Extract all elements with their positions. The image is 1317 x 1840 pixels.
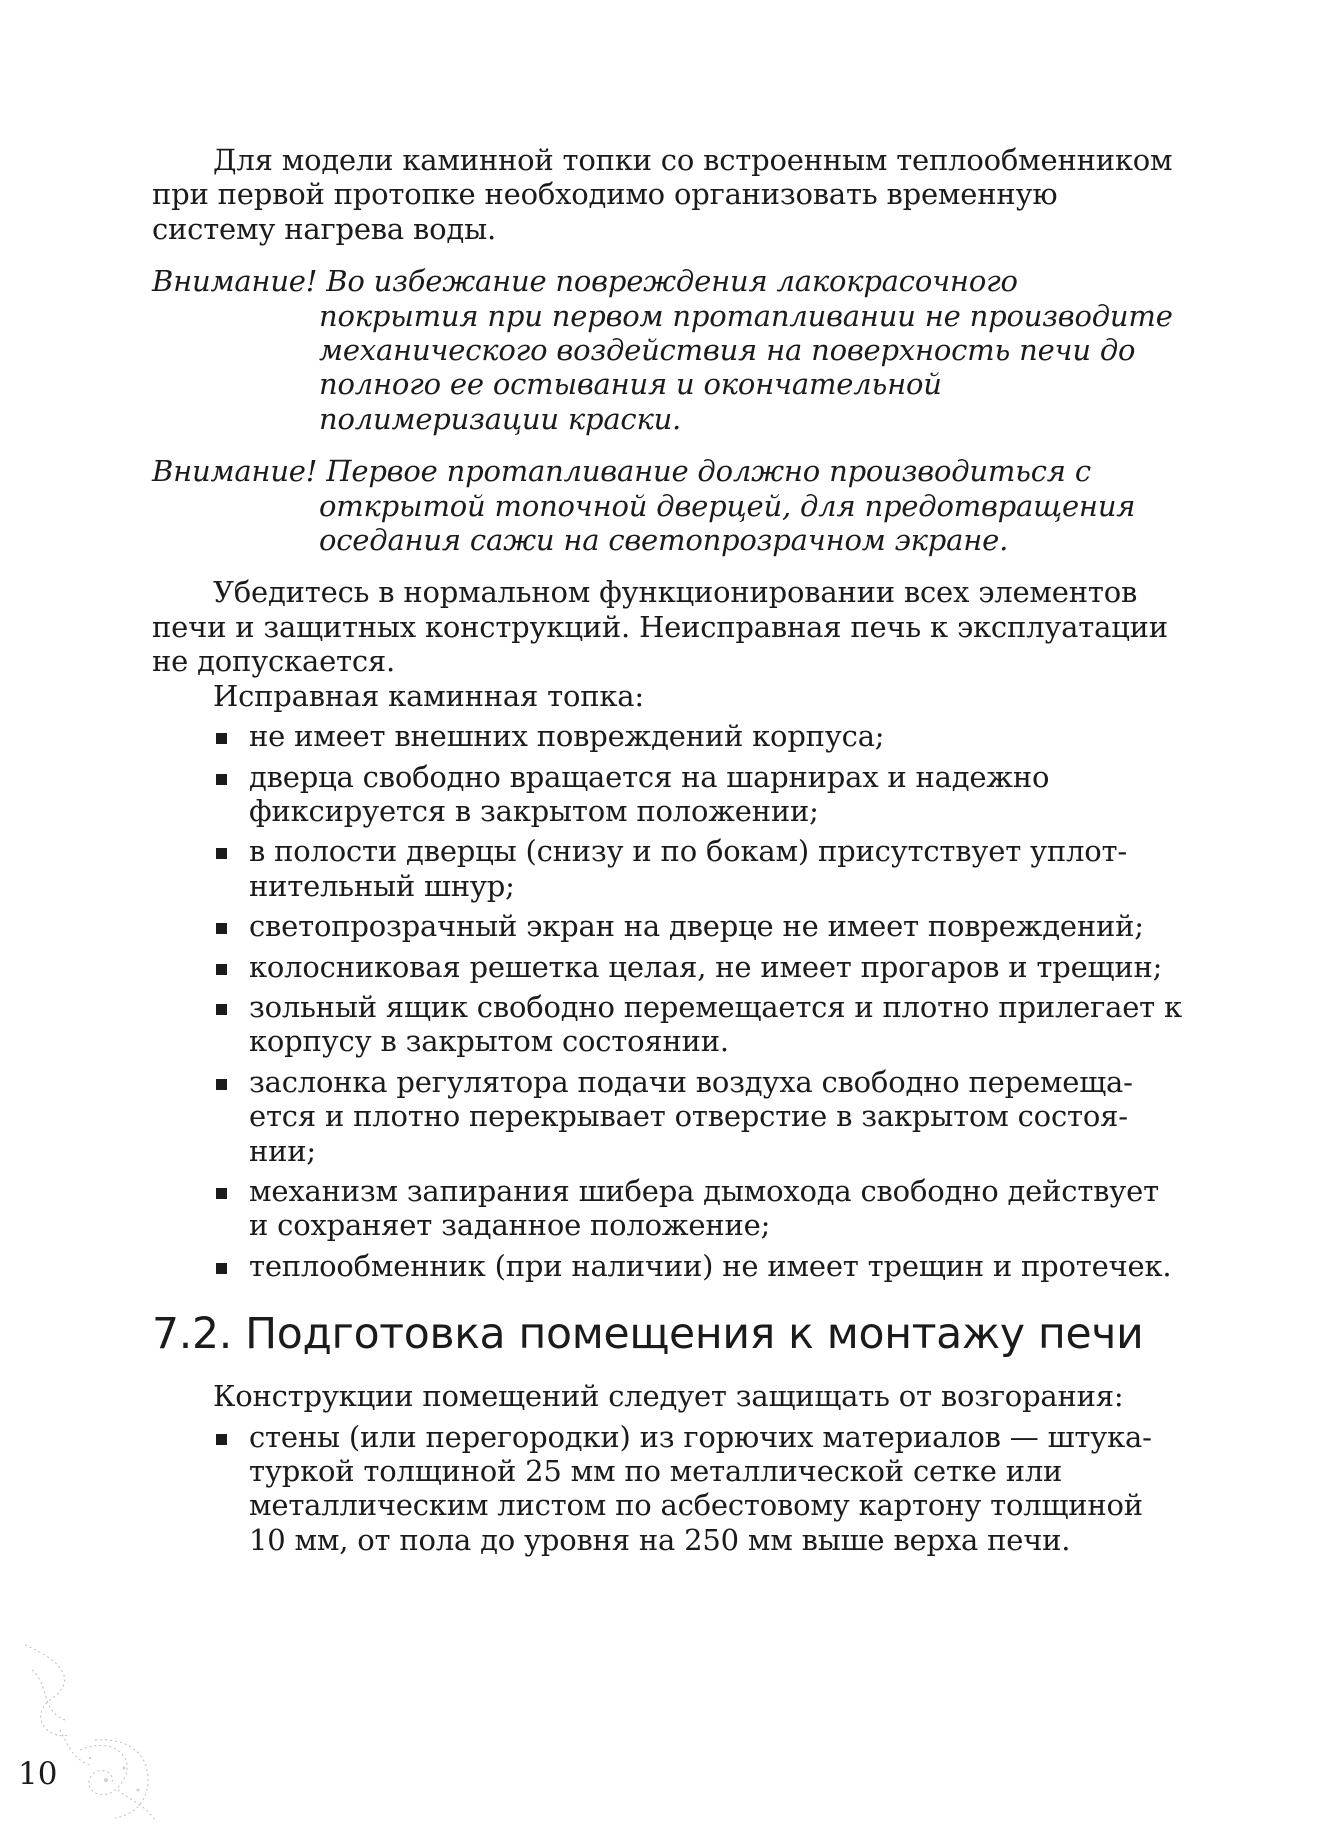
- page-content: [152, 143, 1182, 1557]
- bullet-square-icon: [216, 774, 227, 785]
- list-item: [152, 1065, 1182, 1168]
- bullet-square-icon: [216, 733, 227, 744]
- list-item-text: в полости дверцы (снизу и по бокам) присутствует уплотнительный шнур;: [249, 834, 1128, 903]
- check-paragraph: Убедитесь в нормальном функционировании всех элементов печи и защитных конструкций. Неисправная печь к эксплуатации не допускается.: [152, 575, 1168, 679]
- bullet-square-icon: [216, 1188, 227, 1199]
- list-item-text: механизм запирания шибера дымохода свободно действует и сохраняет заданное положение;: [249, 1173, 1159, 1243]
- list-item-text: не имеет внешних повреждений корпуса;: [249, 719, 885, 754]
- swirl-ornament-icon: [20, 1640, 160, 1830]
- list-item-text: заслонка регулятора подачи воздуха свободно перемещается и плотно перекрывает отверстие в закрытом состоянии;: [249, 1064, 1133, 1168]
- section-list: [152, 1420, 1182, 1558]
- list-item: [152, 950, 1182, 984]
- bullet-square-icon: [216, 923, 227, 934]
- warning-text: Во избежание повреждения лакокрасочного покрытия при первом протапливании не производите механического воздействия на поверхность печи до полного ее остывания и окончательной полимеризации краски.: [319, 264, 1173, 436]
- list-item: [152, 834, 1182, 903]
- list-item-text: колосниковая решетка целая, не имеет прогаров и трещин;: [249, 949, 1163, 984]
- list-intro: Исправная каминная топка:: [213, 678, 644, 713]
- bullet-square-icon: [216, 1004, 227, 1015]
- page-number: 10: [18, 1756, 58, 1792]
- bullet-square-icon: [216, 1263, 227, 1274]
- bullet-square-icon: [216, 848, 227, 859]
- list-item: [152, 719, 1182, 753]
- list-item-text: стены (или перегородки) из горючих материалов — штукатуркой толщиной 25 мм по металлической сетке или металлическим листом по асбестовому картону толщиной 10 мм, от пола до уровня на 250 мм выше верха печи.: [249, 1419, 1152, 1557]
- list-item-text: дверца свободно вращается на шарнирах и надежно фиксируется в закрытом положении;: [249, 759, 1050, 828]
- checklist: [152, 719, 1182, 1283]
- section-title: 7.2. Подготовка помещения к монтажу печи: [152, 1310, 1144, 1360]
- list-item: [152, 760, 1182, 829]
- list-item-text: светопрозрачный экран на дверце не имеет повреждений;: [249, 909, 1144, 944]
- list-item: [152, 1420, 1182, 1558]
- section-intro: Конструкции помещений следует защищать от возгорания:: [213, 1379, 1124, 1414]
- list-item: [152, 1174, 1182, 1243]
- list-item: [152, 990, 1182, 1059]
- intro-paragraph: Для модели каминной топки со встроенным теплообменником при первой протопке необходимо организовать временную систему нагрева воды.: [152, 143, 1173, 246]
- list-item: [152, 1249, 1182, 1283]
- warning-text: Первое протапливание должно производиться с открытой топочной дверцей, для предотвращения оседания сажи на светопрозрачном экране.: [319, 454, 1136, 558]
- list-item-text: зольный ящик свободно перемещается и плотно прилегает к корпусу в закрытом состоянии.: [249, 989, 1182, 1059]
- bullet-square-icon: [216, 1079, 227, 1090]
- bullet-square-icon: [216, 964, 227, 975]
- warning-lead: Внимание!: [152, 454, 318, 489]
- warning-paragraph-1: [152, 264, 1182, 436]
- warning-lead: Внимание!: [152, 264, 318, 299]
- bullet-square-icon: [216, 1434, 227, 1445]
- warning-paragraph-2: [152, 454, 1182, 557]
- list-item: [152, 909, 1182, 943]
- list-item-text: теплообменник (при наличии) не имеет трещин и протечек.: [249, 1248, 1172, 1283]
